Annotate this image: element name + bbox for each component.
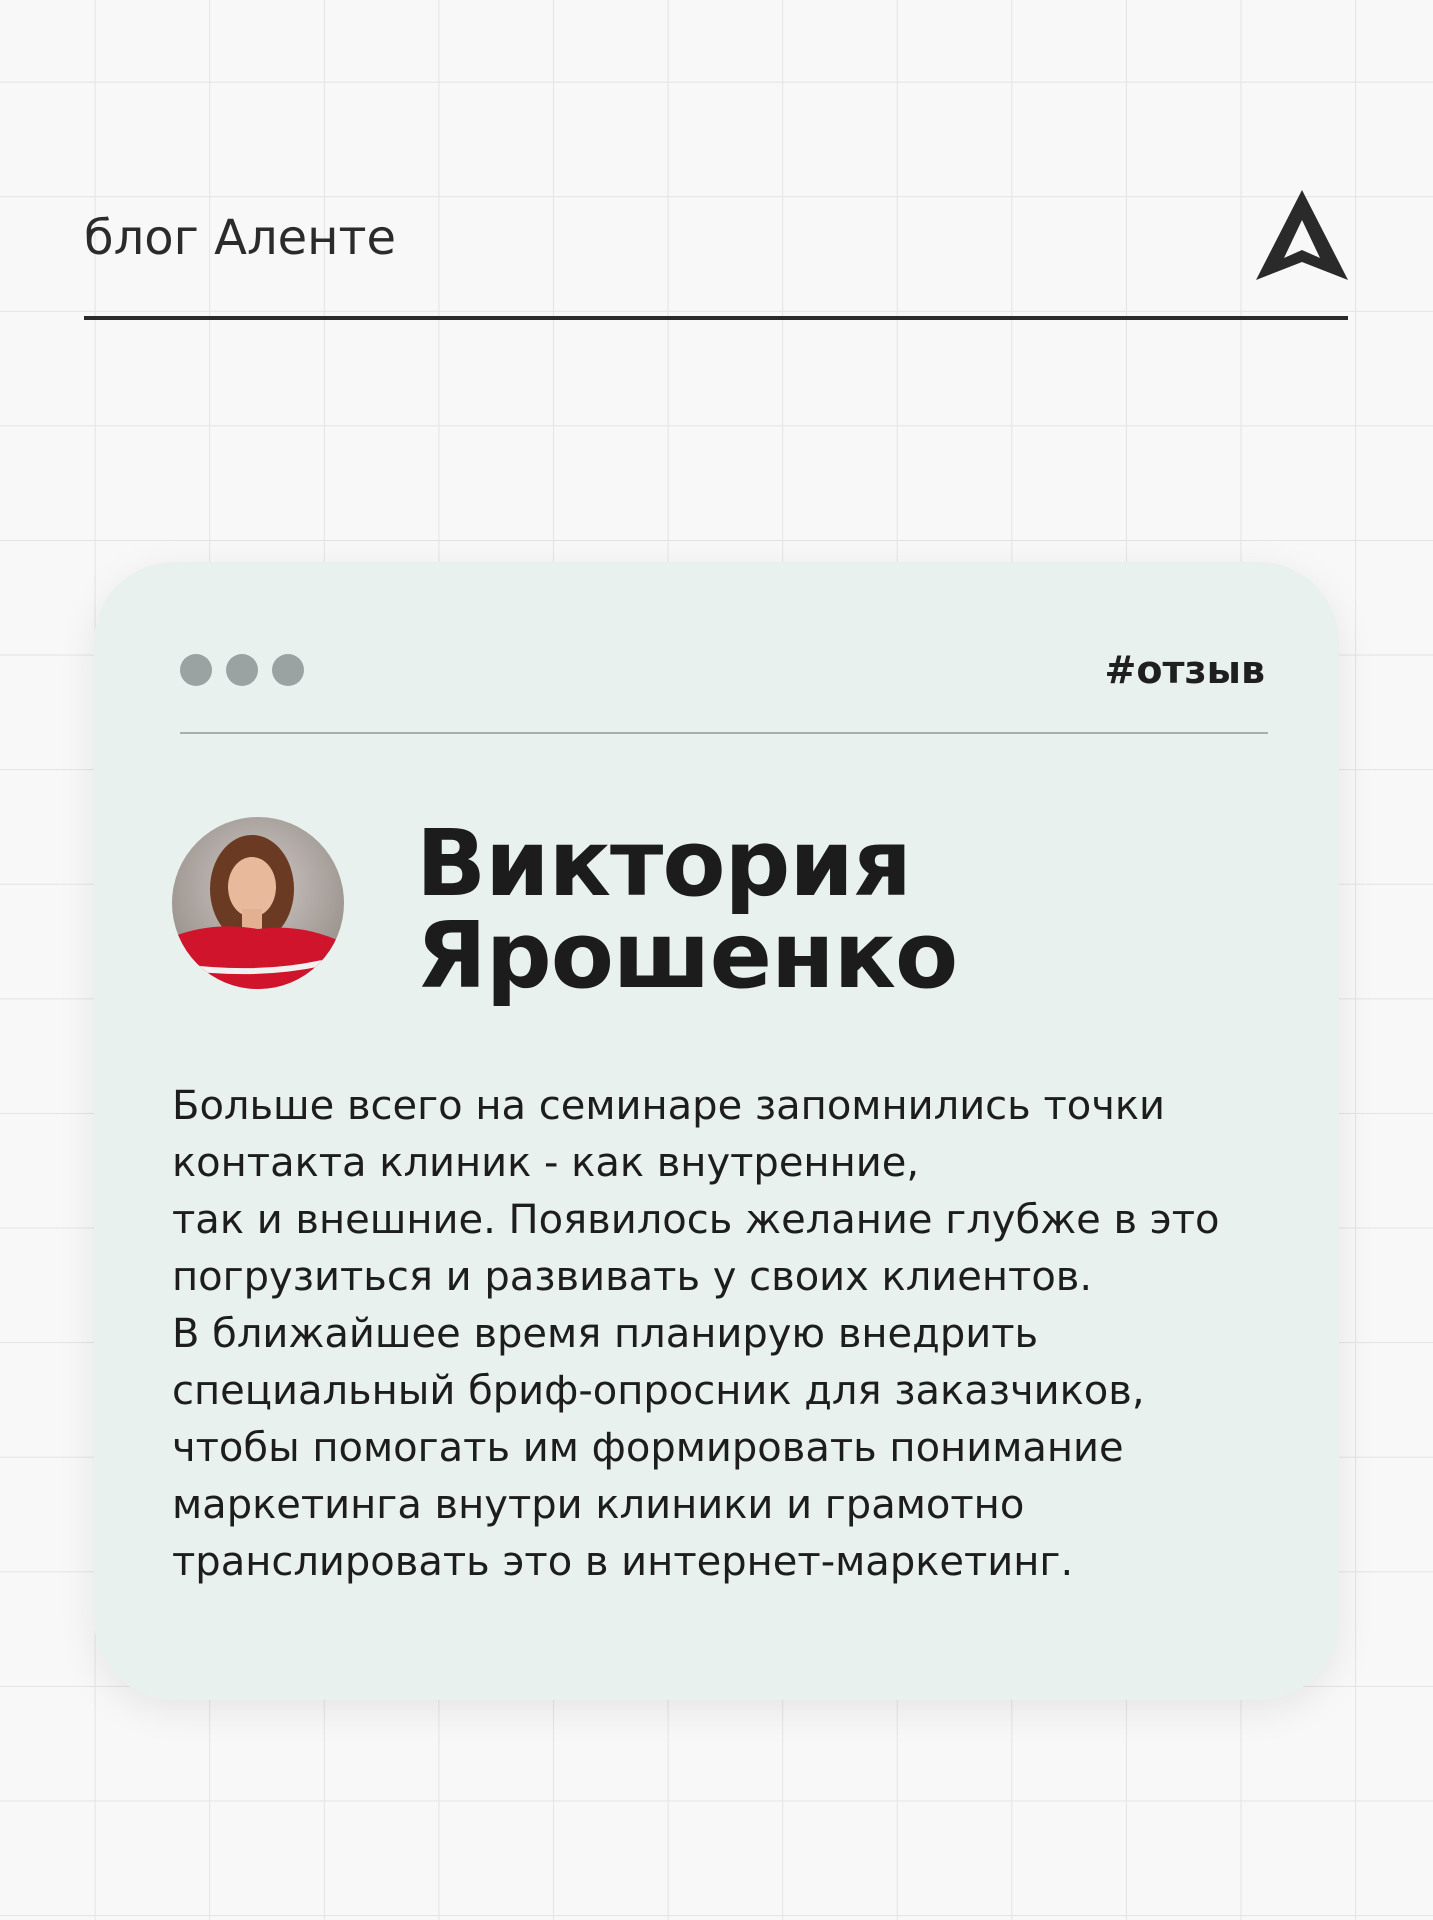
review-line: Больше всего на семинаре запомнились точки [172, 1083, 1166, 1129]
review-line: так и внешние. Появилось желание глубже в это [172, 1197, 1220, 1243]
avatar-photo [172, 817, 344, 989]
avatar [172, 817, 344, 989]
review-line: чтобы помогать им формировать понимание [172, 1425, 1124, 1471]
header-divider [84, 316, 1348, 320]
author-name [416, 810, 958, 1009]
author-first-name: Виктория [416, 810, 911, 917]
review-card [94, 562, 1339, 1700]
window-dot [226, 654, 258, 686]
review-line: В ближайшее время планирую внедрить [172, 1311, 1039, 1357]
review-line: специальный бриф-опросник для заказчиков, [172, 1368, 1145, 1414]
review-line: контакта клиник - как внутренние, [172, 1140, 920, 1186]
page-header [84, 200, 1348, 320]
author-last-name: Ярошенко [416, 902, 958, 1009]
alente-logo-icon [1256, 190, 1348, 280]
review-line: маркетинга внутри клиники и грамотно [172, 1482, 1025, 1528]
blog-title: блог Аленте [84, 210, 397, 266]
window-dots [180, 654, 304, 686]
window-dot [180, 654, 212, 686]
card-divider [180, 732, 1268, 734]
window-dot [272, 654, 304, 686]
review-line: погрузиться и развивать у своих клиентов. [172, 1254, 1093, 1300]
review-tag[interactable]: #отзыв [1104, 648, 1265, 692]
review-text [172, 1078, 1282, 1591]
review-line: транслировать это в интернет-маркетинг. [172, 1539, 1074, 1585]
